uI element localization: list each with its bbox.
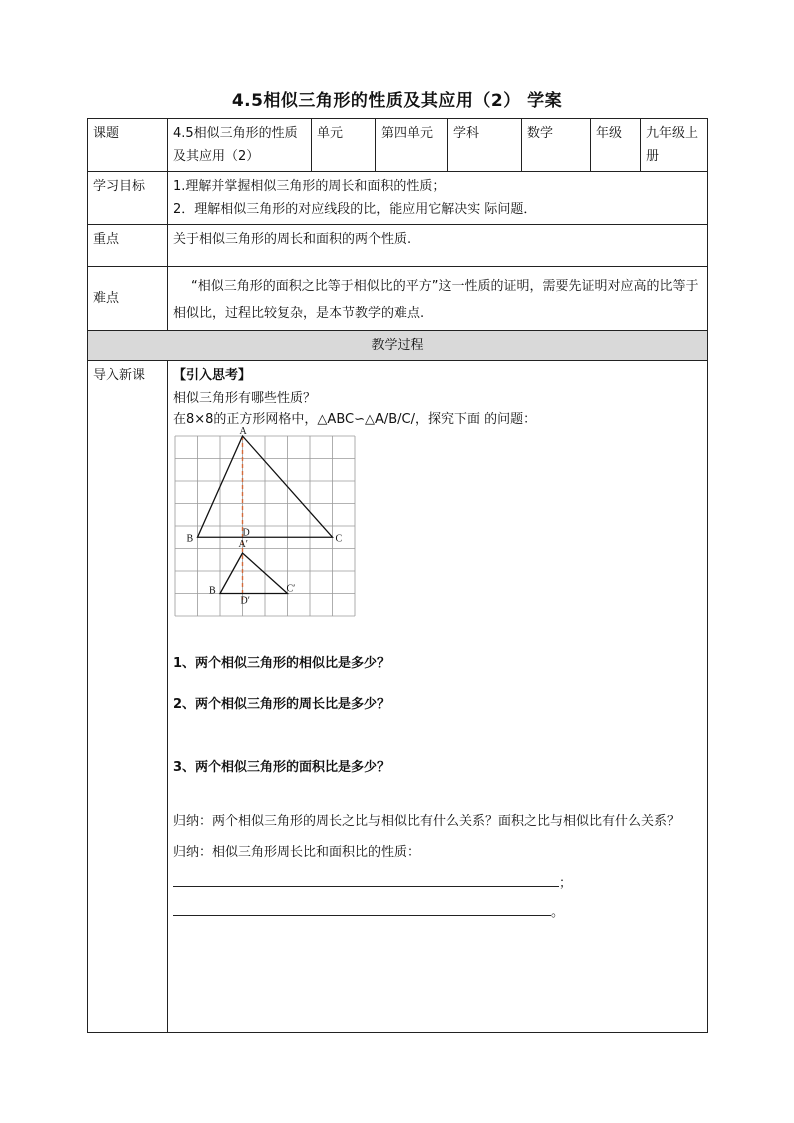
- label-a-prime: A′: [238, 539, 248, 550]
- label-c-prime: C′: [286, 583, 296, 595]
- key-point-label: 重点: [88, 225, 168, 267]
- unit-label: 单元: [312, 119, 376, 172]
- label-b: B: [186, 533, 194, 545]
- page-title: 4.5相似三角形的性质及其应用（2） 学案: [231, 91, 563, 111]
- key-point-text: 关于相似三角形的周长和面积的两个性质.: [168, 225, 708, 267]
- process-header: 教学过程: [88, 331, 708, 361]
- triangle-grid-figure: [173, 426, 355, 634]
- intro-label: 导入新课: [88, 361, 168, 1033]
- induce-property: 归纳：相似三角形周长比和面积比的性质：: [173, 845, 421, 860]
- goal-item: 2．理解相似三角形的对应线段的比，能应用它解决实 际问题．: [173, 202, 537, 217]
- goal-item: 1.理解并掌握相似三角形的周长和面积的性质；: [173, 179, 446, 194]
- difficulty-label: 难点: [88, 267, 168, 331]
- end-period: 。: [551, 905, 565, 920]
- answer-blank-2[interactable]: [173, 901, 551, 916]
- end-semicolon: ；: [559, 876, 573, 891]
- label-d: D: [242, 527, 250, 539]
- goals-label: 学习目标: [88, 172, 168, 225]
- question-3: 3、两个相似三角形的面积比是多少？: [173, 760, 391, 775]
- goals-content: [168, 172, 708, 225]
- label-d-prime: D′: [240, 595, 250, 607]
- triangle-a2b2c2: [220, 553, 288, 594]
- section-title: 【引入思考】: [173, 368, 252, 383]
- course-label: 课题: [88, 119, 168, 172]
- induce-relation: 归纳：两个相似三角形的周长之比与相似比有什么关系？面积之比与相似比有什么关系？: [173, 814, 681, 829]
- course-value: 4.5相似三角形的性质及其应用（2）: [168, 119, 312, 172]
- question-1: 1、两个相似三角形的相似比是多少？: [173, 656, 391, 671]
- difficulty-text: “相似三角形的面积之比等于相似比的平方”这一性质的证明，需要先证明对应高的比等于相似比，过程比较复杂，是本节教学的难点.: [168, 267, 708, 331]
- subject-label: 学科: [448, 119, 522, 172]
- grade-label: 年级: [591, 119, 641, 172]
- answer-blank-1[interactable]: [173, 872, 559, 887]
- label-a: A: [239, 426, 247, 437]
- intro-content: [168, 361, 708, 1033]
- label-b-prime: B: [209, 585, 216, 597]
- grid-description: 在8×8的正方形网格中，△ABC∽△A/B/C/，探究下面 的问题：: [173, 412, 537, 427]
- question-lead: 相似三角形有哪些性质？: [173, 391, 317, 406]
- grade-value: 九年级上册: [641, 119, 708, 172]
- grid-svg: [173, 426, 355, 634]
- subject-value: 数学: [522, 119, 591, 172]
- question-2: 2、两个相似三角形的周长比是多少？: [173, 697, 391, 712]
- label-c: C: [335, 533, 343, 545]
- worksheet-table: [87, 118, 708, 1033]
- unit-value: 第四单元: [376, 119, 448, 172]
